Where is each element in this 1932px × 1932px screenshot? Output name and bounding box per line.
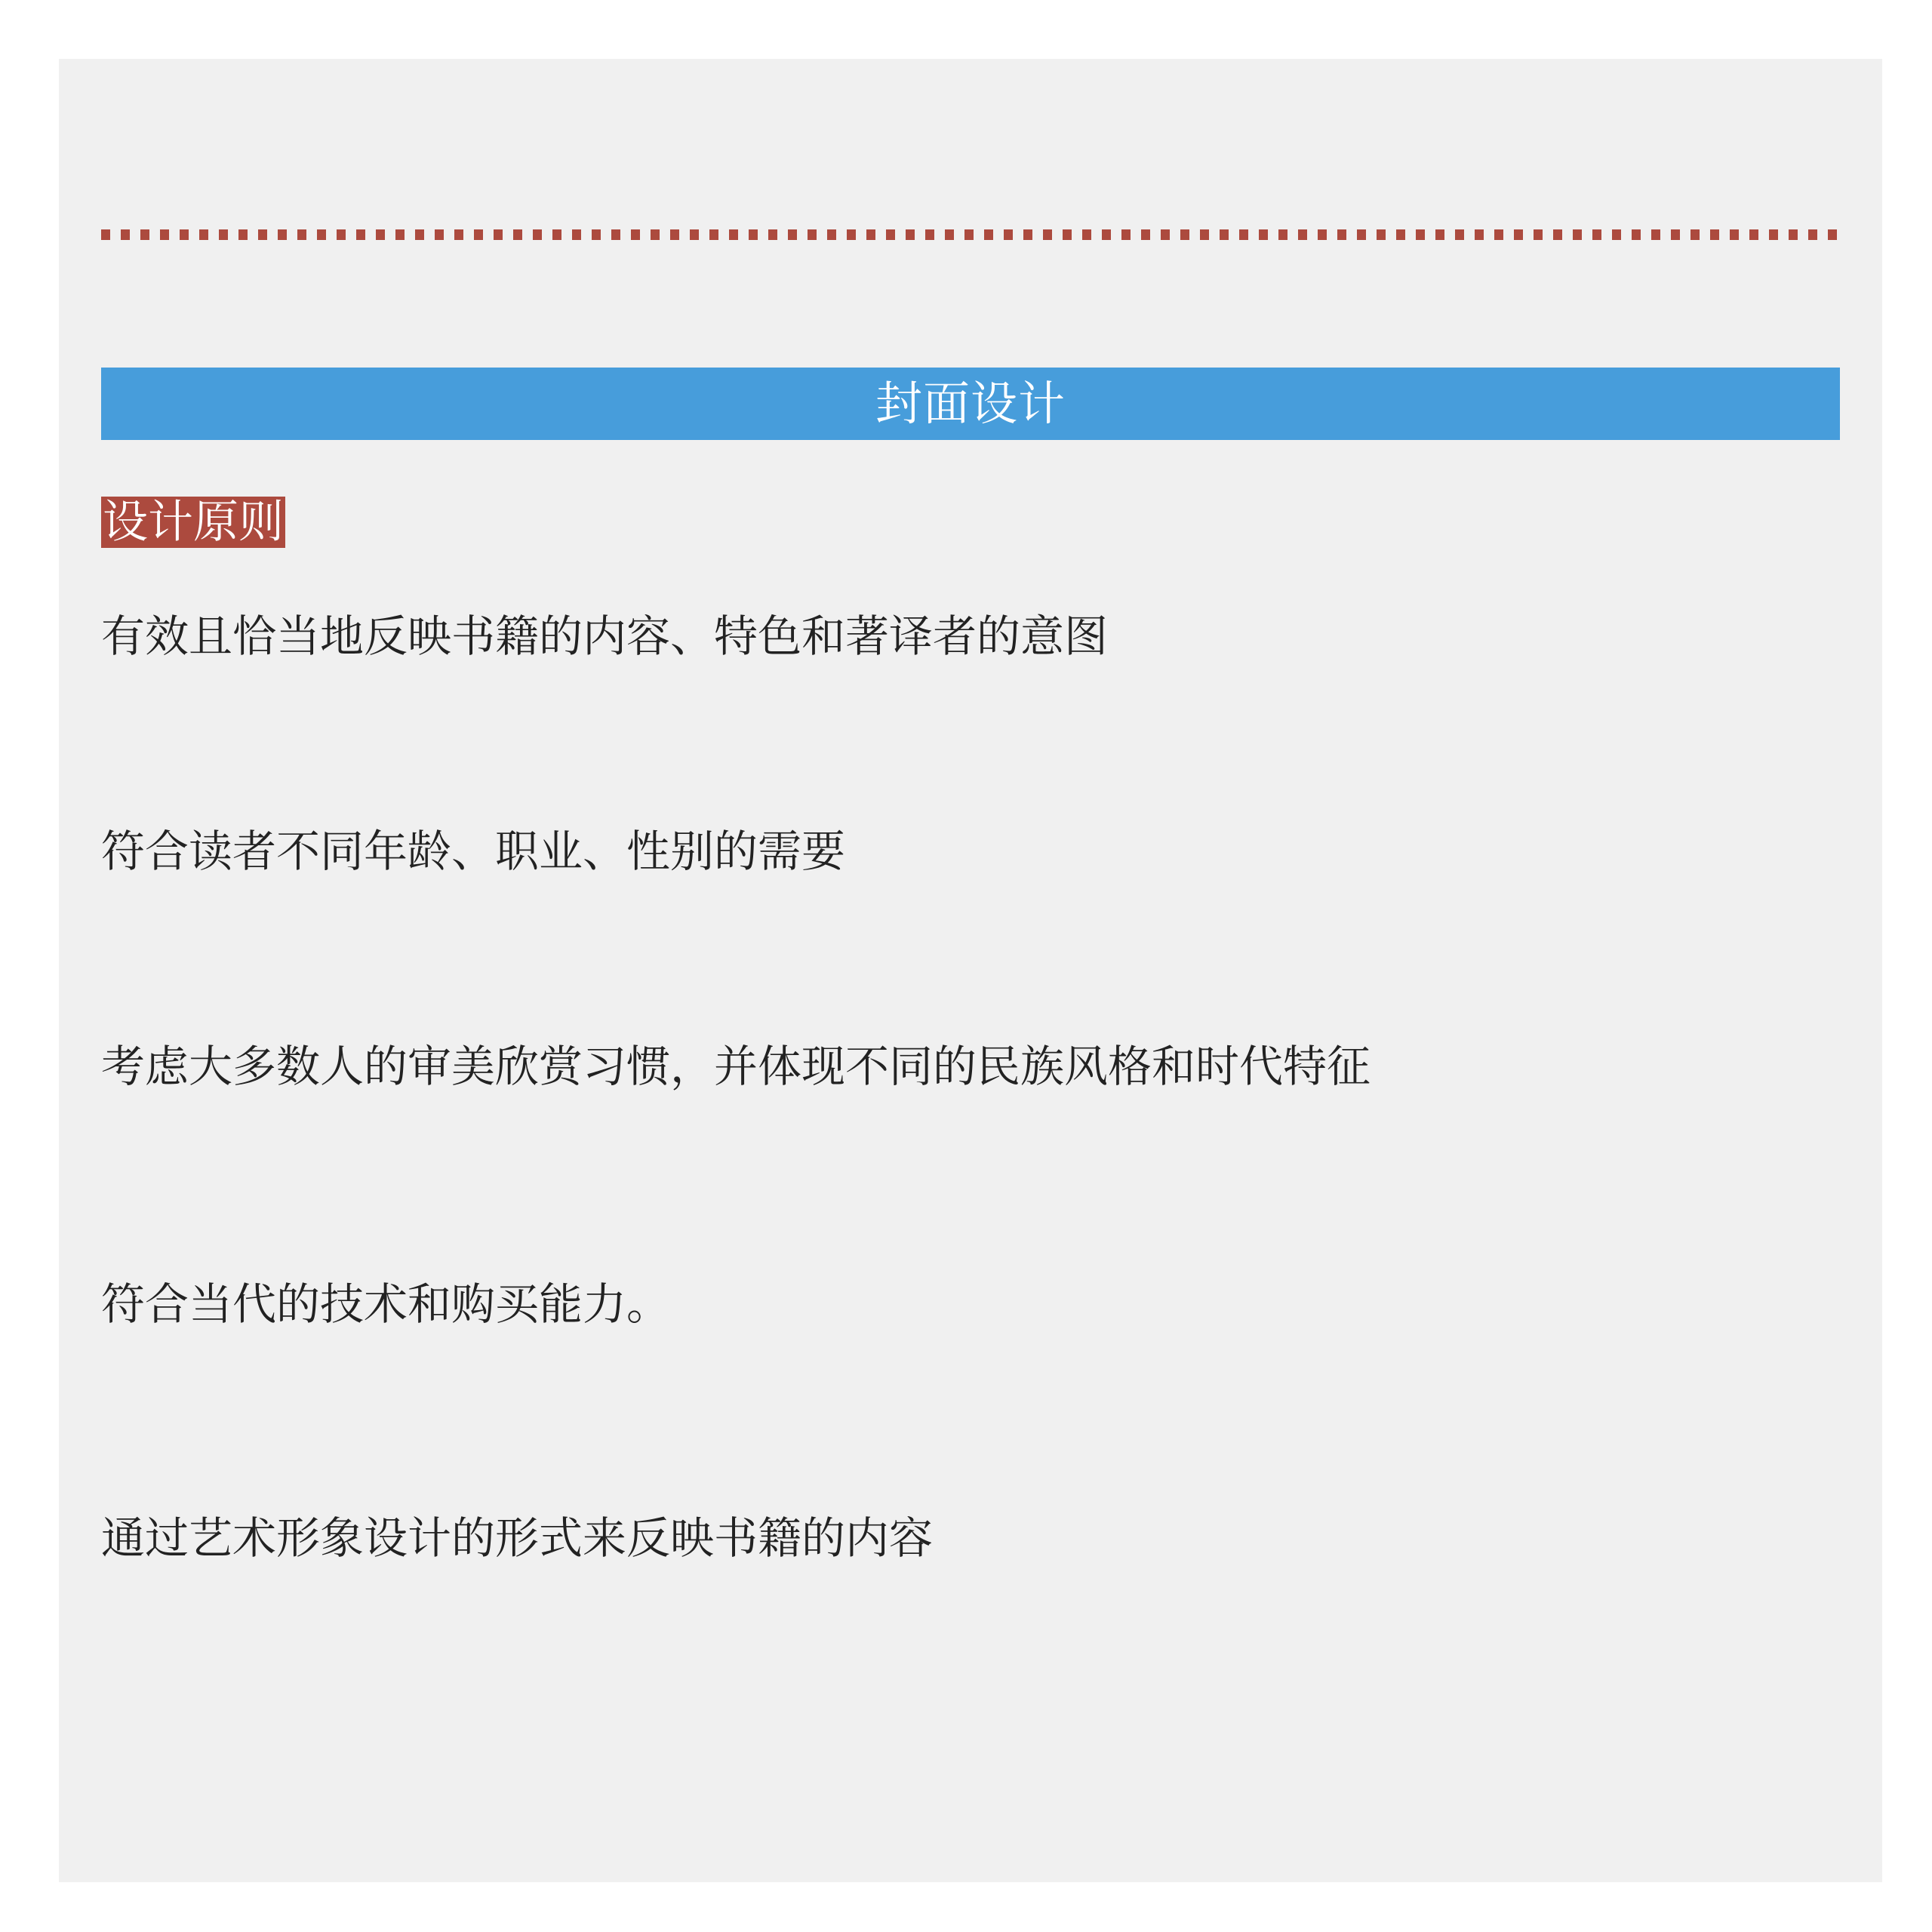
page-title: 封面设计 [101,368,1840,440]
principle-item: 有效且恰当地反映书籍的内容、特色和著译者的意图 [101,611,1109,662]
principle-item: 符合读者不同年龄、职业、性别的需要 [101,826,846,877]
principle-item: 符合当代的技术和购买能力。 [101,1278,671,1330]
principle-item: 考虑大多数人的审美欣赏习惯，并体现不同的民族风格和时代特征 [101,1041,1371,1092]
section-heading: 设计原则 [103,496,284,549]
dotted-divider [101,229,1840,240]
principle-item: 通过艺术形象设计的形式来反映书籍的内容 [101,1512,934,1564]
slide-panel [59,59,1882,1882]
